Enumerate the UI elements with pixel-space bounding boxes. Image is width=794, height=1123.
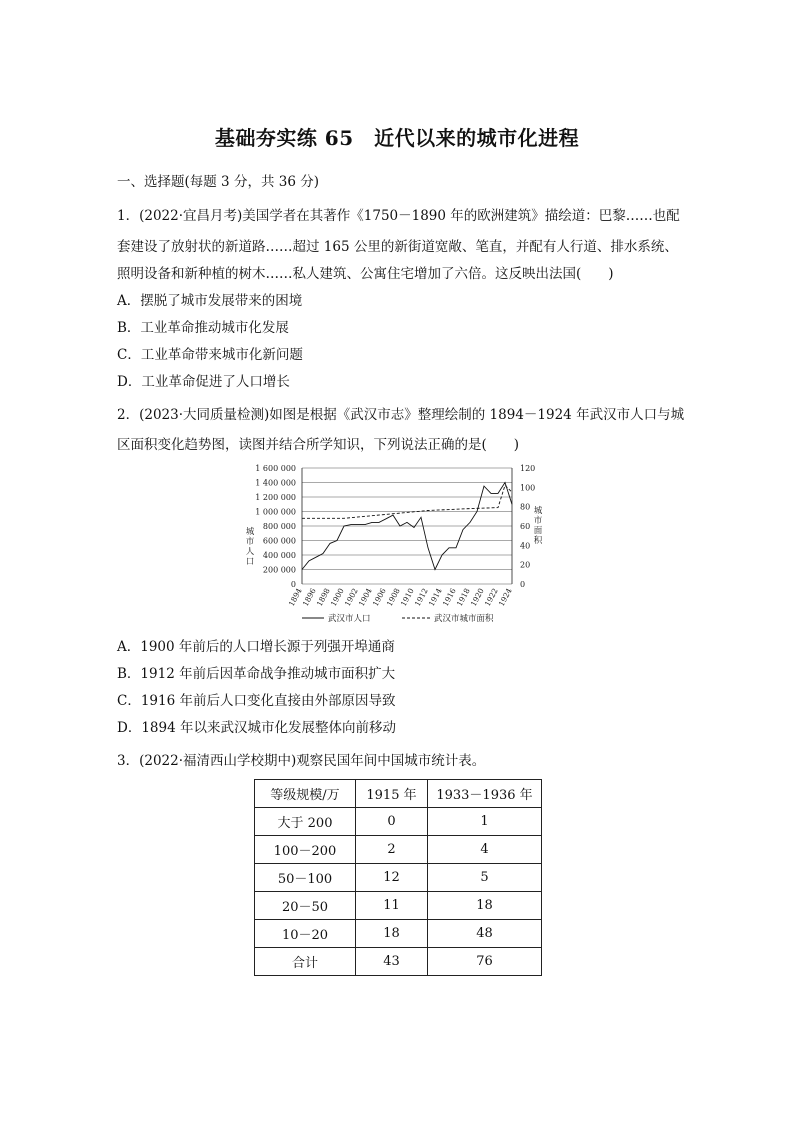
population-area-chart [240,458,560,628]
q2-stem-line-2: 区面积变化趋势图，读图并结合所学知识，下列说法正确的是( ) [117,437,520,453]
q2-option-c[interactable]: C．1916 年前后人口变化直接由外部原因导致 [117,693,396,709]
table-cell: 20－50 [255,892,356,920]
chart-svg [240,458,560,628]
left-tick-label: 1 600 000 [255,464,296,473]
table-cell: 0 [356,808,428,836]
table-row [255,948,542,976]
q1-option-a[interactable]: A．摆脱了城市发展带来的困境 [117,293,303,309]
table-cell: 43 [356,948,428,976]
x-tick-label: 1920 [468,586,486,608]
q1-stem-line-3: 照明设备和新种植的树木……私人建筑、公寓住宅增加了六倍。这反映出法国( ) [117,266,614,282]
table-cell: 大于 200 [255,808,356,836]
table-cell: 2 [356,836,428,864]
x-tick-label: 1916 [440,586,458,608]
table-row [255,864,542,892]
x-tick-label: 1904 [356,586,374,608]
table-row [255,920,542,948]
table-cell: 5 [428,864,542,892]
q2-option-a[interactable]: A．1900 年前后的人口增长源于列强开埠通商 [117,639,395,655]
legend-label-population: 武汉市人口 [328,614,371,624]
right-axis-label-char: 城 [533,506,543,516]
right-tick-label: 40 [520,541,531,551]
page-title: 基础夯实练 65 近代以来的城市化进程 [214,126,580,150]
table-cell: 12 [356,864,428,892]
left-tick-label: 1 200 000 [255,493,296,502]
table-cell: 4 [428,836,542,864]
q2-stem-line-1: 2．(2023·大同质量检测)如图是根据《武汉市志》整理绘制的 1894－1924 年武汉市人口与城 [117,407,685,423]
section-heading: 一、选择题(每题 3 分，共 36 分) [117,174,319,190]
x-tick-label: 1894 [286,586,304,608]
table-cell: 18 [356,920,428,948]
x-tick-label: 1922 [482,586,500,608]
table-row [255,808,542,836]
left-tick-label: 600 000 [262,536,296,546]
right-tick-label: 80 [520,502,531,512]
x-tick-label: 1914 [426,586,444,608]
table-cell: 100－200 [255,836,356,864]
right-tick-label: 100 [520,483,536,493]
table-cell: 50－100 [255,864,356,892]
table-cell: 合计 [255,948,356,976]
right-tick-label: 120 [520,464,536,473]
left-axis-label-char: 口 [245,557,255,567]
left-tick-label: 200 000 [262,565,296,575]
x-tick-label: 1918 [454,586,472,608]
q1-option-c[interactable]: C．工业革命带来城市化新问题 [117,347,303,363]
city-statistics-table [254,779,542,976]
q1-stem-line-2: 套建设了放射状的新道路……超过 165 公里的新街道宽敞、笔直，并配有人行道、排水系统、 [117,239,678,255]
q1-option-b[interactable]: B．工业革命推动城市化发展 [117,320,289,336]
left-tick-label: 800 000 [262,522,296,531]
x-tick-label: 1900 [328,586,346,608]
table-cell: 76 [428,948,542,976]
table-cell: 11 [356,892,428,920]
right-tick-label: 60 [520,522,531,531]
area-series-line [302,485,512,518]
x-tick-label: 1906 [370,586,388,608]
x-tick-label: 1896 [300,586,318,608]
left-tick-label: 1 000 000 [255,507,296,517]
q1-option-d[interactable]: D．工业革命促进了人口增长 [117,374,290,390]
legend-label-area: 武汉市城市面积 [434,614,494,624]
right-axis-label-char: 市 [533,516,543,526]
table-cell: 18 [428,892,542,920]
left-tick-label: 0 [290,580,296,589]
right-axis-label-char: 积 [533,536,543,546]
table-header-cell: 1915 年 [356,780,428,808]
left-axis-label-char: 人 [245,547,255,557]
x-tick-label: 1924 [496,586,514,608]
q3-stem: 3．(2022·福清西山学校期中)观察民国年间中国城市统计表。 [117,753,486,769]
x-tick-label: 1908 [384,586,402,608]
table-cell: 48 [428,920,542,948]
table-header-cell: 1933－1936 年 [428,780,542,808]
x-tick-label: 1912 [412,586,430,608]
q1-stem-line-1: 1．(2022·宜昌月考)美国学者在其著作《1750－1890 年的欧洲建筑》描绘道：巴黎……也配 [117,208,680,224]
q2-option-d[interactable]: D．1894 年以来武汉城市化发展整体向前移动 [117,720,396,736]
q2-option-b[interactable]: B．1912 年前后因革命战争推动城市面积扩大 [117,666,396,682]
x-tick-label: 1898 [314,586,332,608]
x-tick-label: 1902 [342,586,360,608]
x-tick-label: 1910 [398,586,416,608]
right-axis-label-char: 面 [533,526,543,536]
table-cell: 10－20 [255,920,356,948]
table-row [255,836,542,864]
table-header-row [255,780,542,808]
left-tick-label: 400 000 [262,551,296,560]
right-tick-label: 0 [520,580,526,589]
table-row [255,892,542,920]
left-axis-label-char: 城 [245,527,255,537]
right-tick-label: 20 [520,560,531,570]
left-axis-label-char: 市 [245,537,255,547]
left-tick-label: 1 400 000 [255,478,296,488]
table-header-cell: 等级规模/万 [255,780,356,808]
table-cell: 1 [428,808,542,836]
